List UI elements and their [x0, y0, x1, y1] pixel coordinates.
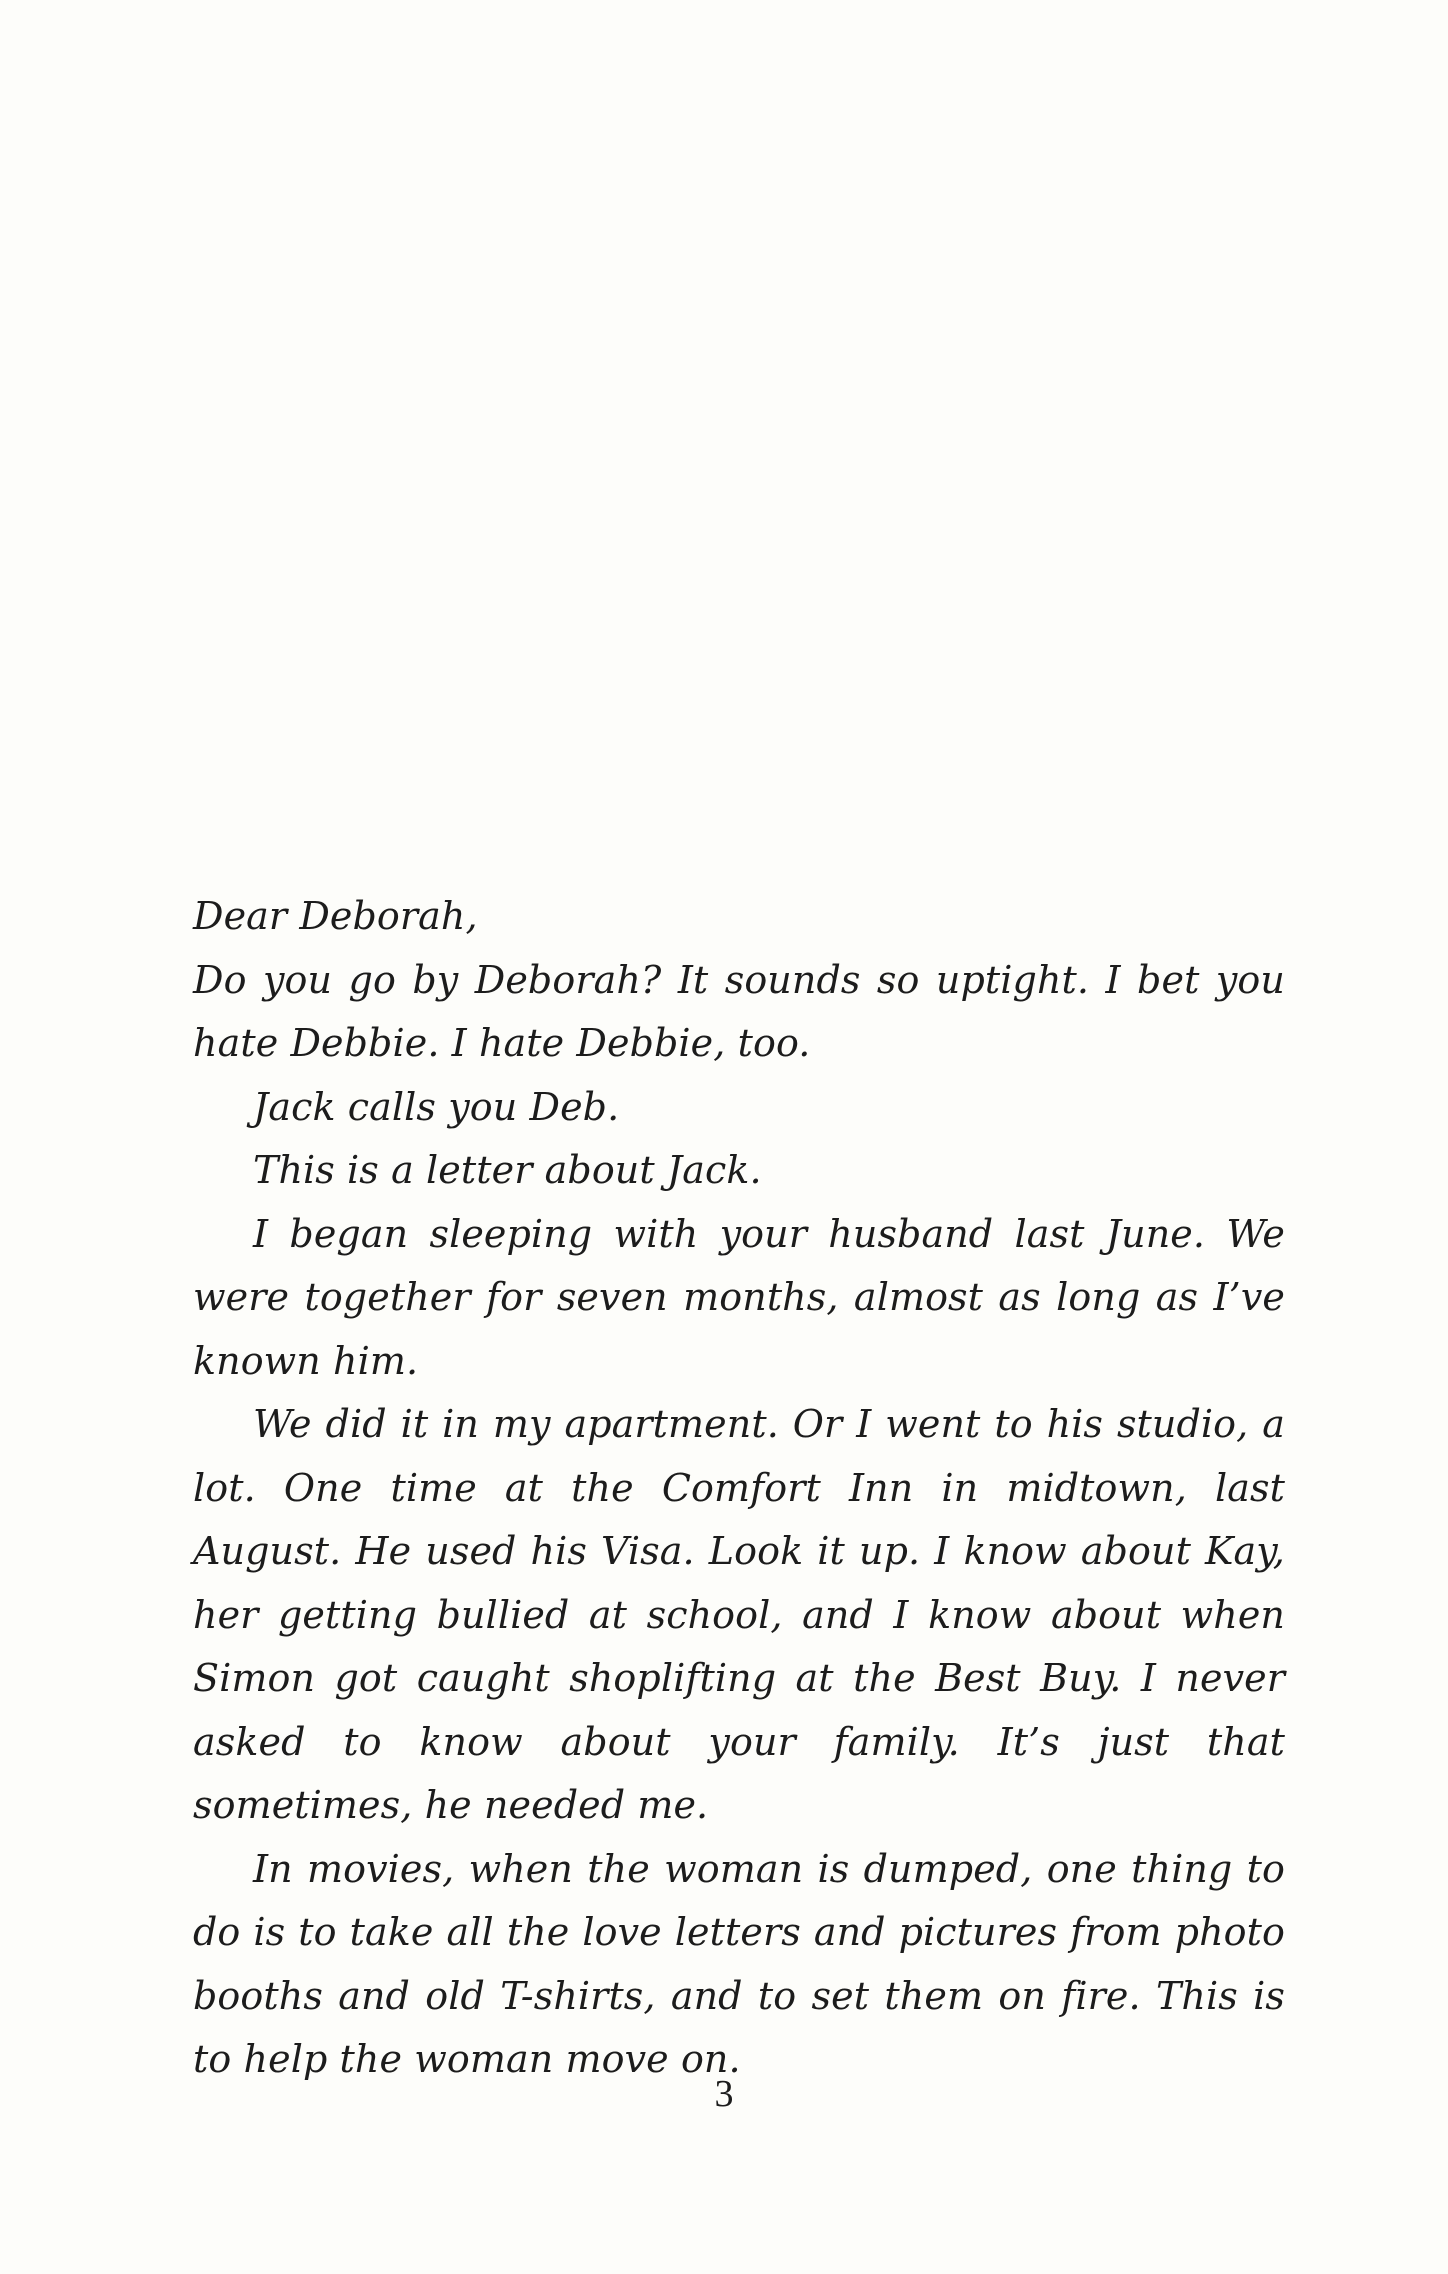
paragraph: We did it in my apartment. Or I went to his studio, a lot. One time at the Comfort Inn in midtown, last August. He used his Visa. Look it up. I know about Kay, her getting bullied at school, and I know about when Simon got caught shoplifting at the Best Buy. I never asked to know about your family. It’s just that sometimes, he needed me. [193, 1402, 1285, 1827]
paragraph: In movies, when the woman is dumped, one thing to do is to take all the love letters and pictures from photo booths and old T-shirts, and to set them on fire. This is to help the woman move on. [193, 1846, 1285, 2081]
letter-body [193, 885, 1285, 2092]
paragraph: Do you go by Deborah? It sounds so uptight. I bet you hate Debbie. I hate Debbie, too. [193, 957, 1285, 1065]
salutation: Dear Deborah, [193, 894, 478, 938]
paragraph: Jack calls you Deb. [253, 1084, 620, 1129]
paragraph: I began sleeping with your husband last June. We were together for seven months, almost as long as I’ve known him. [193, 1211, 1285, 1383]
page-number: 3 [714, 2073, 734, 2115]
paragraph: This is a letter about Jack. [253, 1148, 762, 1192]
